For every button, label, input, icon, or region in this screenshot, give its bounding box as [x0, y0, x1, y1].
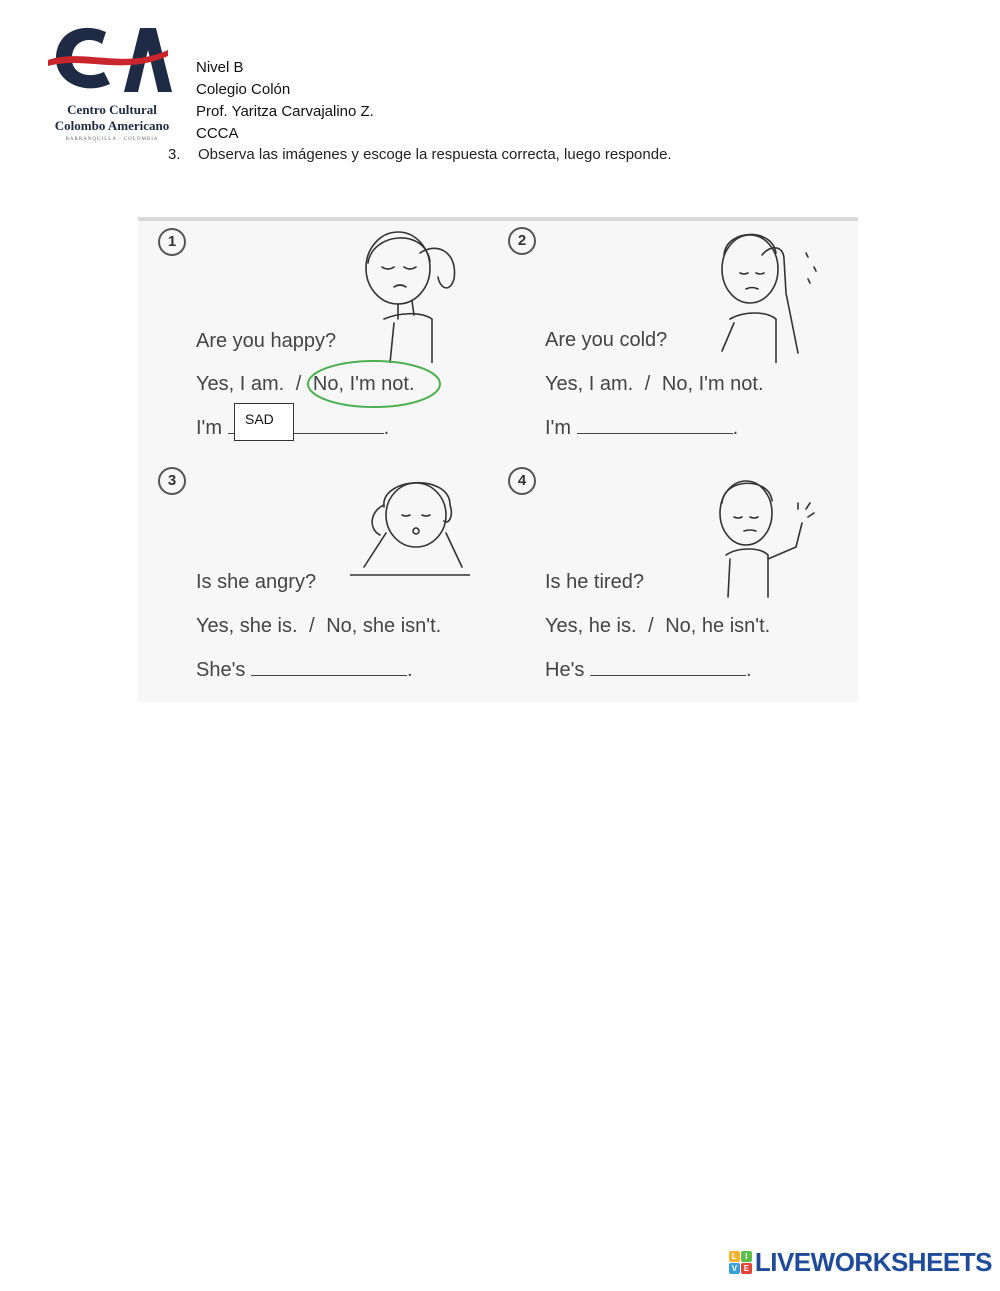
- header-org: CCCA: [196, 125, 239, 142]
- item-4-stem: He's: [545, 659, 585, 681]
- answer-input[interactable]: SAD: [234, 403, 294, 441]
- school-logo: [44, 20, 184, 150]
- item-3-option-yes[interactable]: Yes, she is.: [196, 615, 298, 637]
- tired-boy-illustration: [712, 473, 832, 603]
- thinking-girl-illustration: [350, 471, 470, 581]
- item-3-answer-line: [196, 659, 413, 682]
- item-4-answer-line: [545, 659, 752, 682]
- logo-line-3: BARRANQUILLA · COLOMBIA: [65, 137, 159, 142]
- ca-logo-icon: [44, 20, 184, 102]
- item-1-option-no[interactable]: No, I'm not.: [312, 373, 415, 395]
- brand-mark-i: I: [741, 1251, 752, 1262]
- item-1-stem: I'm: [196, 417, 223, 439]
- brand-mark-e: E: [741, 1263, 752, 1274]
- instruction-text: Observa las imágenes y escoge la respuesta correcta, luego responde.: [198, 146, 672, 163]
- item-2-answer-line: [545, 417, 738, 440]
- item-2-separator: /: [644, 373, 651, 395]
- brand-mark-v: V: [729, 1263, 740, 1274]
- brand-mark-l: L: [729, 1251, 740, 1262]
- item-2-question: Are you cold?: [545, 329, 668, 351]
- brand-text: LIVEWORKSHEETS: [754, 1246, 992, 1277]
- item-4-end: .: [745, 659, 752, 681]
- item-4-options: [545, 615, 770, 638]
- item-3-option-no[interactable]: No, she isn't.: [326, 615, 442, 637]
- logo-line-2: Colombo Americano: [54, 118, 170, 133]
- item-4-question: Is he tired?: [545, 571, 644, 593]
- header-teacher: Prof. Yaritza Carvajalino Z.: [196, 103, 374, 120]
- item-2-stem: I'm: [545, 417, 572, 439]
- liveworksheets-logo-icon: [729, 1251, 752, 1274]
- item-3-separator: /: [309, 615, 315, 637]
- sad-girl-illustration: [358, 223, 468, 363]
- item-1-question: Are you happy?: [196, 330, 337, 352]
- item-3-blank[interactable]: [251, 674, 407, 676]
- liveworksheets-brand[interactable]: [729, 1246, 992, 1277]
- item-4-number: 4: [508, 467, 536, 495]
- header-school: Colegio Colón: [196, 81, 291, 98]
- item-2-blank[interactable]: [577, 432, 733, 434]
- item-2-end: .: [732, 417, 739, 439]
- item-3-question: Is she angry?: [196, 571, 317, 593]
- item-2-option-no[interactable]: No, I'm not.: [661, 373, 764, 395]
- hot-boy-illustration: [710, 223, 830, 363]
- item-1-number: 1: [158, 228, 186, 256]
- item-4-option-yes[interactable]: Yes, he is.: [545, 615, 637, 637]
- item-1-end: .: [383, 417, 390, 439]
- item-1-option-yes[interactable]: Yes, I am.: [196, 373, 285, 395]
- item-4-option-no[interactable]: No, he isn't.: [665, 615, 771, 637]
- item-3-number: 3: [158, 467, 186, 495]
- item-1-separator: /: [295, 373, 302, 395]
- exercise-panel: [138, 217, 858, 702]
- item-4-separator: /: [648, 615, 654, 637]
- instruction: [168, 146, 672, 163]
- instruction-number: 3.: [168, 146, 181, 163]
- item-2-options: [545, 373, 764, 396]
- selection-circle: [304, 357, 444, 411]
- item-2-option-yes[interactable]: Yes, I am.: [545, 373, 634, 395]
- header-level: Nivel B: [196, 59, 244, 76]
- item-2-number: 2: [508, 227, 536, 255]
- logo-line-1: Centro Cultural: [67, 102, 157, 117]
- item-3-end: .: [406, 659, 413, 681]
- item-3-stem: She's: [196, 659, 246, 681]
- item-4-blank[interactable]: [590, 674, 746, 676]
- panel-edge: [138, 217, 858, 221]
- item-3-options: [196, 615, 441, 638]
